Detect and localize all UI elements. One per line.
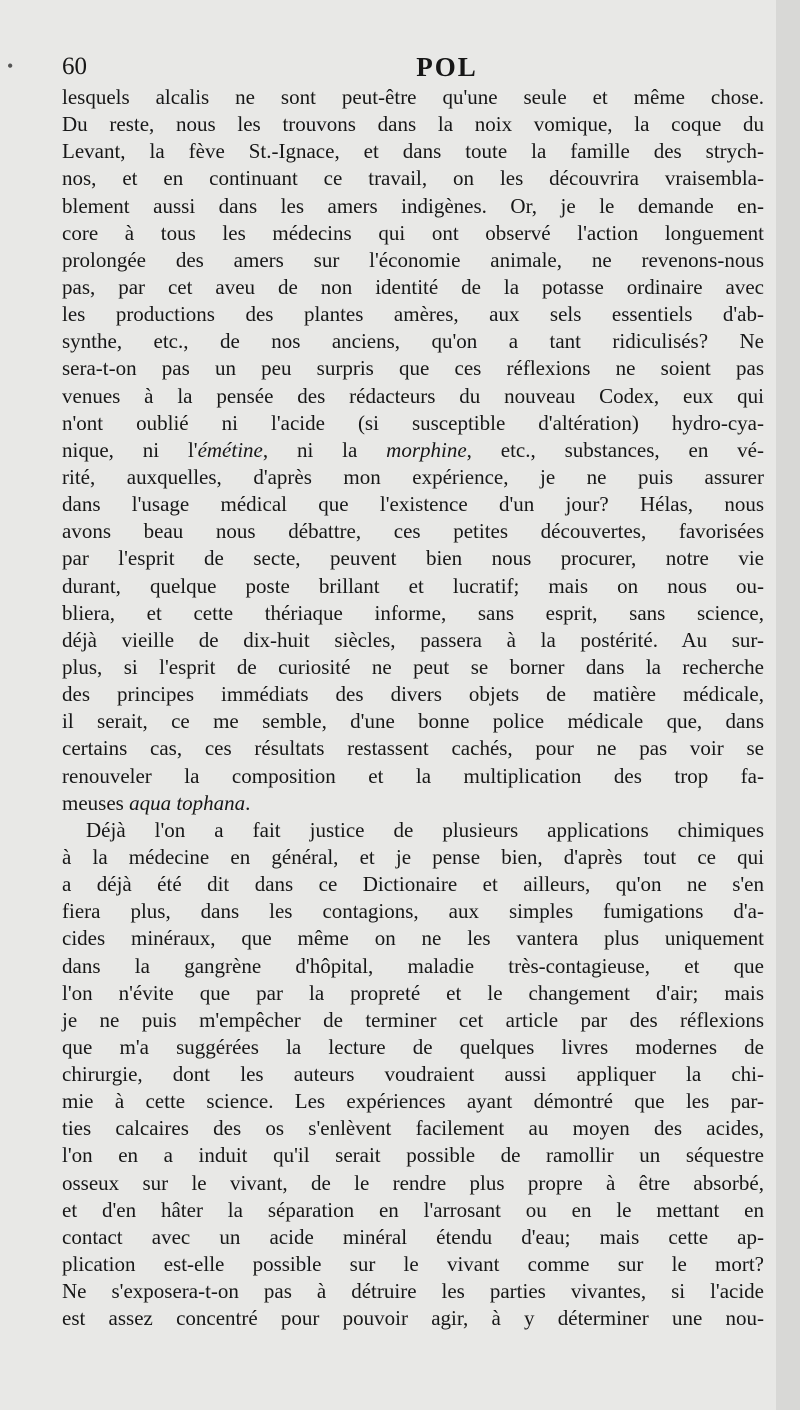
text-line: ties calcaires des os s'enlèvent facilement au moyen des acides, — [62, 1116, 764, 1141]
text-line: déjà vieille de dix-huit siècles, passera à la postérité. Au sur- — [62, 627, 764, 652]
line-fragment: , ni la — [262, 437, 387, 462]
text-line: sera-t-on pas un peu surpris que ces réflexions ne soient pas — [62, 356, 764, 381]
page-number: 60 — [62, 53, 87, 80]
text-line: fiera plus, dans les contagions, aux simples fumigations d'a- — [62, 899, 764, 924]
text-line: osseux sur le vivant, de le rendre plus propre à être absorbé, — [62, 1170, 764, 1195]
text-line: Déjà l'on a fait justice de plusieurs applications chimiques — [86, 817, 764, 842]
text-line: a déjà été dit dans ce Dictionaire et ailleurs, qu'on ne s'en — [62, 872, 764, 897]
text-line: renouveler la composition et la multiplication des trop fa- — [62, 763, 764, 788]
text-line: Ne s'exposera-t-on pas à détruire les parties vivantes, si l'acide — [62, 1279, 764, 1304]
text-line: cides minéraux, que même on ne les vantera plus uniquement — [62, 926, 764, 951]
text-line-with-italics — [62, 437, 764, 464]
paragraph-2 — [62, 817, 764, 1333]
text-line: venues à la pensée des rédacteurs du nouveau Codex, eux qui — [62, 383, 764, 408]
italic-term-emetine: émétine — [197, 437, 263, 462]
text-line: prolongée des amers sur l'économie animale, ne revenons-nous — [62, 247, 764, 272]
text-line: l'on en a induit qu'il serait possible de ramollir un séquestre — [62, 1143, 764, 1168]
text-line: est assez concentré pour pouvoir agir, à y déterminer une nou- — [62, 1306, 764, 1331]
text-line: plus, si l'esprit de curiosité ne peut se borner dans la recherche — [62, 654, 764, 679]
paragraph-1 — [62, 84, 764, 817]
text-line: les productions des plantes amères, aux sels essentiels d'ab- — [62, 302, 764, 327]
line-fragment: . — [245, 790, 251, 815]
text-line: core à tous les médecins qui ont observé l'action longuement — [62, 220, 764, 245]
text-line: blement aussi dans les amers indigènes. Or, je le demande en- — [62, 193, 764, 218]
line-fragment: , etc., substances, en vé- — [466, 437, 764, 462]
text-line: synthe, etc., de nos anciens, qu'on a tant ridiculisés? Ne — [62, 329, 764, 354]
italic-term-aqua-tophana: aqua tophana — [129, 790, 246, 815]
text-line: des principes immédiats des divers objets de matière médicale, — [62, 682, 764, 707]
italic-term-morphine: morphine — [386, 437, 467, 462]
line-fragment: meuses — [62, 790, 130, 815]
text-line: lesquels alcalis ne sont peut-être qu'une seule et même chose. — [62, 85, 764, 109]
text-line: chirurgie, dont les auteurs voudraient aussi appliquer la chi- — [62, 1062, 764, 1087]
text-line: pas, par cet aveu de non identité de la potasse ordinaire avec — [62, 274, 764, 299]
text-line: à la médecine en général, et je pense bien, d'après tout ce qui — [62, 844, 764, 869]
text-line: contact avec un acide minéral étendu d'eau; mais cette ap- — [62, 1224, 764, 1249]
line-fragment: nique, ni l' — [62, 437, 198, 462]
text-line: plication est-elle possible sur le vivant comme sur le mort? — [62, 1252, 764, 1277]
text-line: avons beau nous débattre, ces petites découvertes, favorisées — [62, 519, 764, 544]
text-line: dans l'usage médical que l'existence d'un jour? Hélas, nous — [62, 492, 764, 517]
text-line: que m'a suggérées la lecture de quelques livres modernes de — [62, 1034, 764, 1059]
text-line: par l'esprit de secte, peuvent bien nous procurer, notre vie — [62, 546, 764, 571]
left-margin-dot: • — [7, 56, 14, 76]
text-line: rité, auxquelles, d'après mon expérience, je ne puis assurer — [62, 464, 764, 489]
text-line: mie à cette science. Les expériences ayant démontré que les par- — [62, 1089, 764, 1114]
running-head: POL — [416, 52, 478, 82]
text-line: Levant, la fève St.-Ignace, et dans toute la famille des strych- — [62, 139, 764, 164]
text-line: bliera, et cette thériaque informe, sans esprit, sans science, — [62, 600, 764, 625]
text-line: nos, et en continuant ce travail, on les découvrira vraisembla- — [62, 166, 764, 191]
text-line: et d'en hâter la séparation en l'arrosant ou en le mettant en — [62, 1197, 764, 1222]
article-text — [62, 84, 764, 1332]
text-line: dans la gangrène d'hôpital, maladie très-contagieuse, et que — [62, 953, 764, 978]
text-line: je ne puis m'empêcher de terminer cet article par des réflexions — [62, 1007, 764, 1032]
text-line: il serait, ce me semble, d'une bonne police médicale que, dans — [62, 709, 764, 734]
page-header — [62, 50, 764, 84]
text-line: Du reste, nous les trouvons dans la noix vomique, la coque du — [62, 112, 764, 137]
text-line-with-italics — [62, 790, 764, 817]
text-line: certains cas, ces résultats restassent cachés, pour ne pas voir se — [62, 736, 764, 761]
text-line: durant, quelque poste brillant et lucratif; mais on nous ou- — [62, 573, 764, 598]
page-edge-shadow — [776, 0, 800, 1410]
text-line: n'ont oublié ni l'acide (si susceptible d'altération) hydro-cya- — [62, 410, 764, 435]
text-line: l'on n'évite que par la propreté et le changement d'air; mais — [62, 980, 764, 1005]
